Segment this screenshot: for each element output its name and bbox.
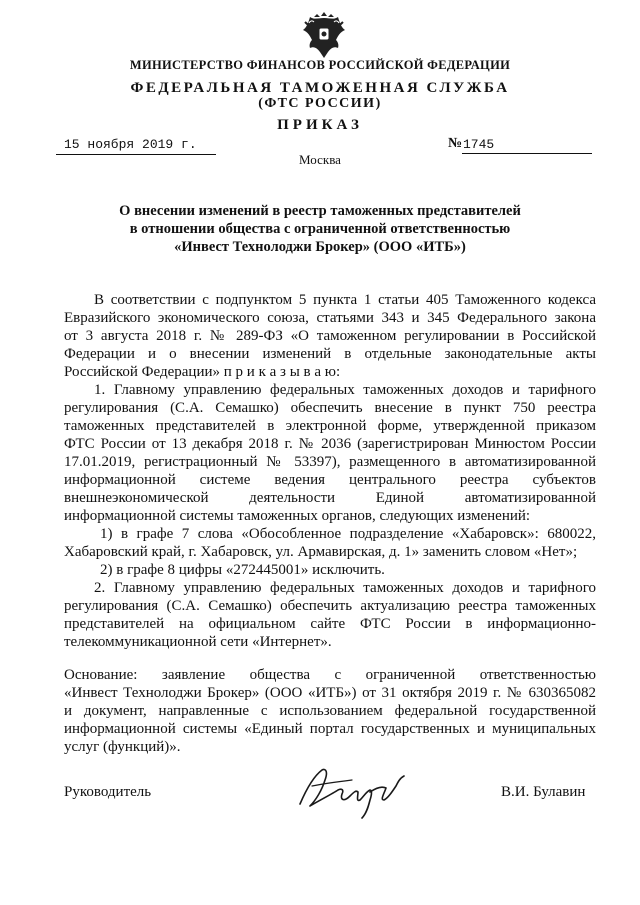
service-name: ФЕДЕРАЛЬНАЯ ТАМОЖЕННАЯ СЛУЖБА [130, 80, 510, 96]
title-line: О внесении изменений в реестр таможенных представителей [119, 203, 521, 219]
service-short-name: (ФТС РОССИИ) [258, 96, 382, 111]
body-line: внешнеэкономической деятельности Единой автоматизированной [64, 490, 596, 506]
order-number: 1745 [463, 137, 495, 152]
order-title [0, 202, 640, 256]
signatory-name: В.И. Булавин [501, 784, 586, 800]
body-line: Евразийского экономического союза, статьями 343 и 345 Федерального закона [64, 310, 596, 326]
basis-line: информационной системы «Единый портал государственных и муниципальных [64, 721, 596, 737]
body-line: информационной системы таможенных органов, следующих изменений: [64, 508, 531, 524]
body-line: регулирования (С.А. Семашко) обеспечить актуализацию реестра таможенных [64, 598, 596, 614]
basis-line: Основание: заявление общества с ограниченной ответственностью [64, 667, 596, 683]
order-date: 15 ноября 2019 г. [64, 137, 197, 152]
body-line: Федерации и о внесении изменений в отдельные законодательные акты [64, 346, 596, 362]
basis-line: услуг (функций)». [64, 739, 181, 755]
body-line: ФТС России от 13 декабря 2018 г. № 2036 (зарегистрирован Минюстом России [64, 436, 596, 452]
body-line: от 3 августа 2018 г. № 289-ФЗ «О таможенном регулировании в Российской [64, 328, 596, 344]
basis-line: «Инвест Технолоджи Брокер» (ООО «ИТБ») от 31 октября 2019 г. № 630365082 [64, 685, 596, 701]
body-line: 1. Главному управлению федеральных таможенных доходов и тарифного [94, 382, 596, 398]
body-line: информационной системе ведения центрального реестра субъектов [64, 472, 596, 488]
signatory-position: Руководитель [64, 784, 152, 800]
body-line: телекоммуникационной сети «Интернет». [64, 634, 332, 650]
body-line: 2) в графе 8 цифры «272445001» исключить. [100, 562, 385, 578]
double-headed-eagle-emblem-icon [300, 8, 348, 60]
title-line: «Инвест Технолоджи Брокер» (ООО «ИТБ») [174, 239, 466, 255]
body-line: 2. Главному управлению федеральных таможенных доходов и тарифного [94, 580, 596, 596]
ministry-name: МИНИСТЕРСТВО ФИНАНСОВ РОССИЙСКОЙ ФЕДЕРАЦИИ [129, 58, 511, 72]
body-line: 1) в графе 7 слова «Обособленное подразделение «Хабаровск»: 680022, [100, 526, 596, 542]
document-type: ПРИКАЗ [277, 117, 363, 133]
city: Москва [299, 152, 341, 167]
body-line: Российской Федерации» п р и к а з ы в а ю: [64, 364, 341, 380]
body-line: 17.01.2019, регистрационный № 53397), размещенного в автоматизированной [64, 454, 596, 470]
number-sign: № [448, 136, 463, 151]
title-line: в отношении общества с ограниченной ответственностью [129, 221, 511, 237]
body-line: представителей на официальном сайте ФТС России в информационно- [64, 616, 596, 632]
body-line: таможенных представителей в электронной форме, утвержденной приказом [64, 418, 596, 434]
handwritten-signature-icon [292, 760, 410, 822]
body-line: регулирования (С.А. Семашко) обеспечить внесение в пункт 750 реестра [64, 400, 596, 416]
body-line: В соответствии с подпунктом 5 пункта 1 статьи 405 Таможенного кодекса [94, 292, 596, 308]
body-line: Хабаровский край, г. Хабаровск, ул. Армавирская, д. 1» заменить словом «Нет»; [64, 544, 578, 560]
basis-line: и документ, направленные с использованием федеральной государственной [64, 703, 596, 719]
